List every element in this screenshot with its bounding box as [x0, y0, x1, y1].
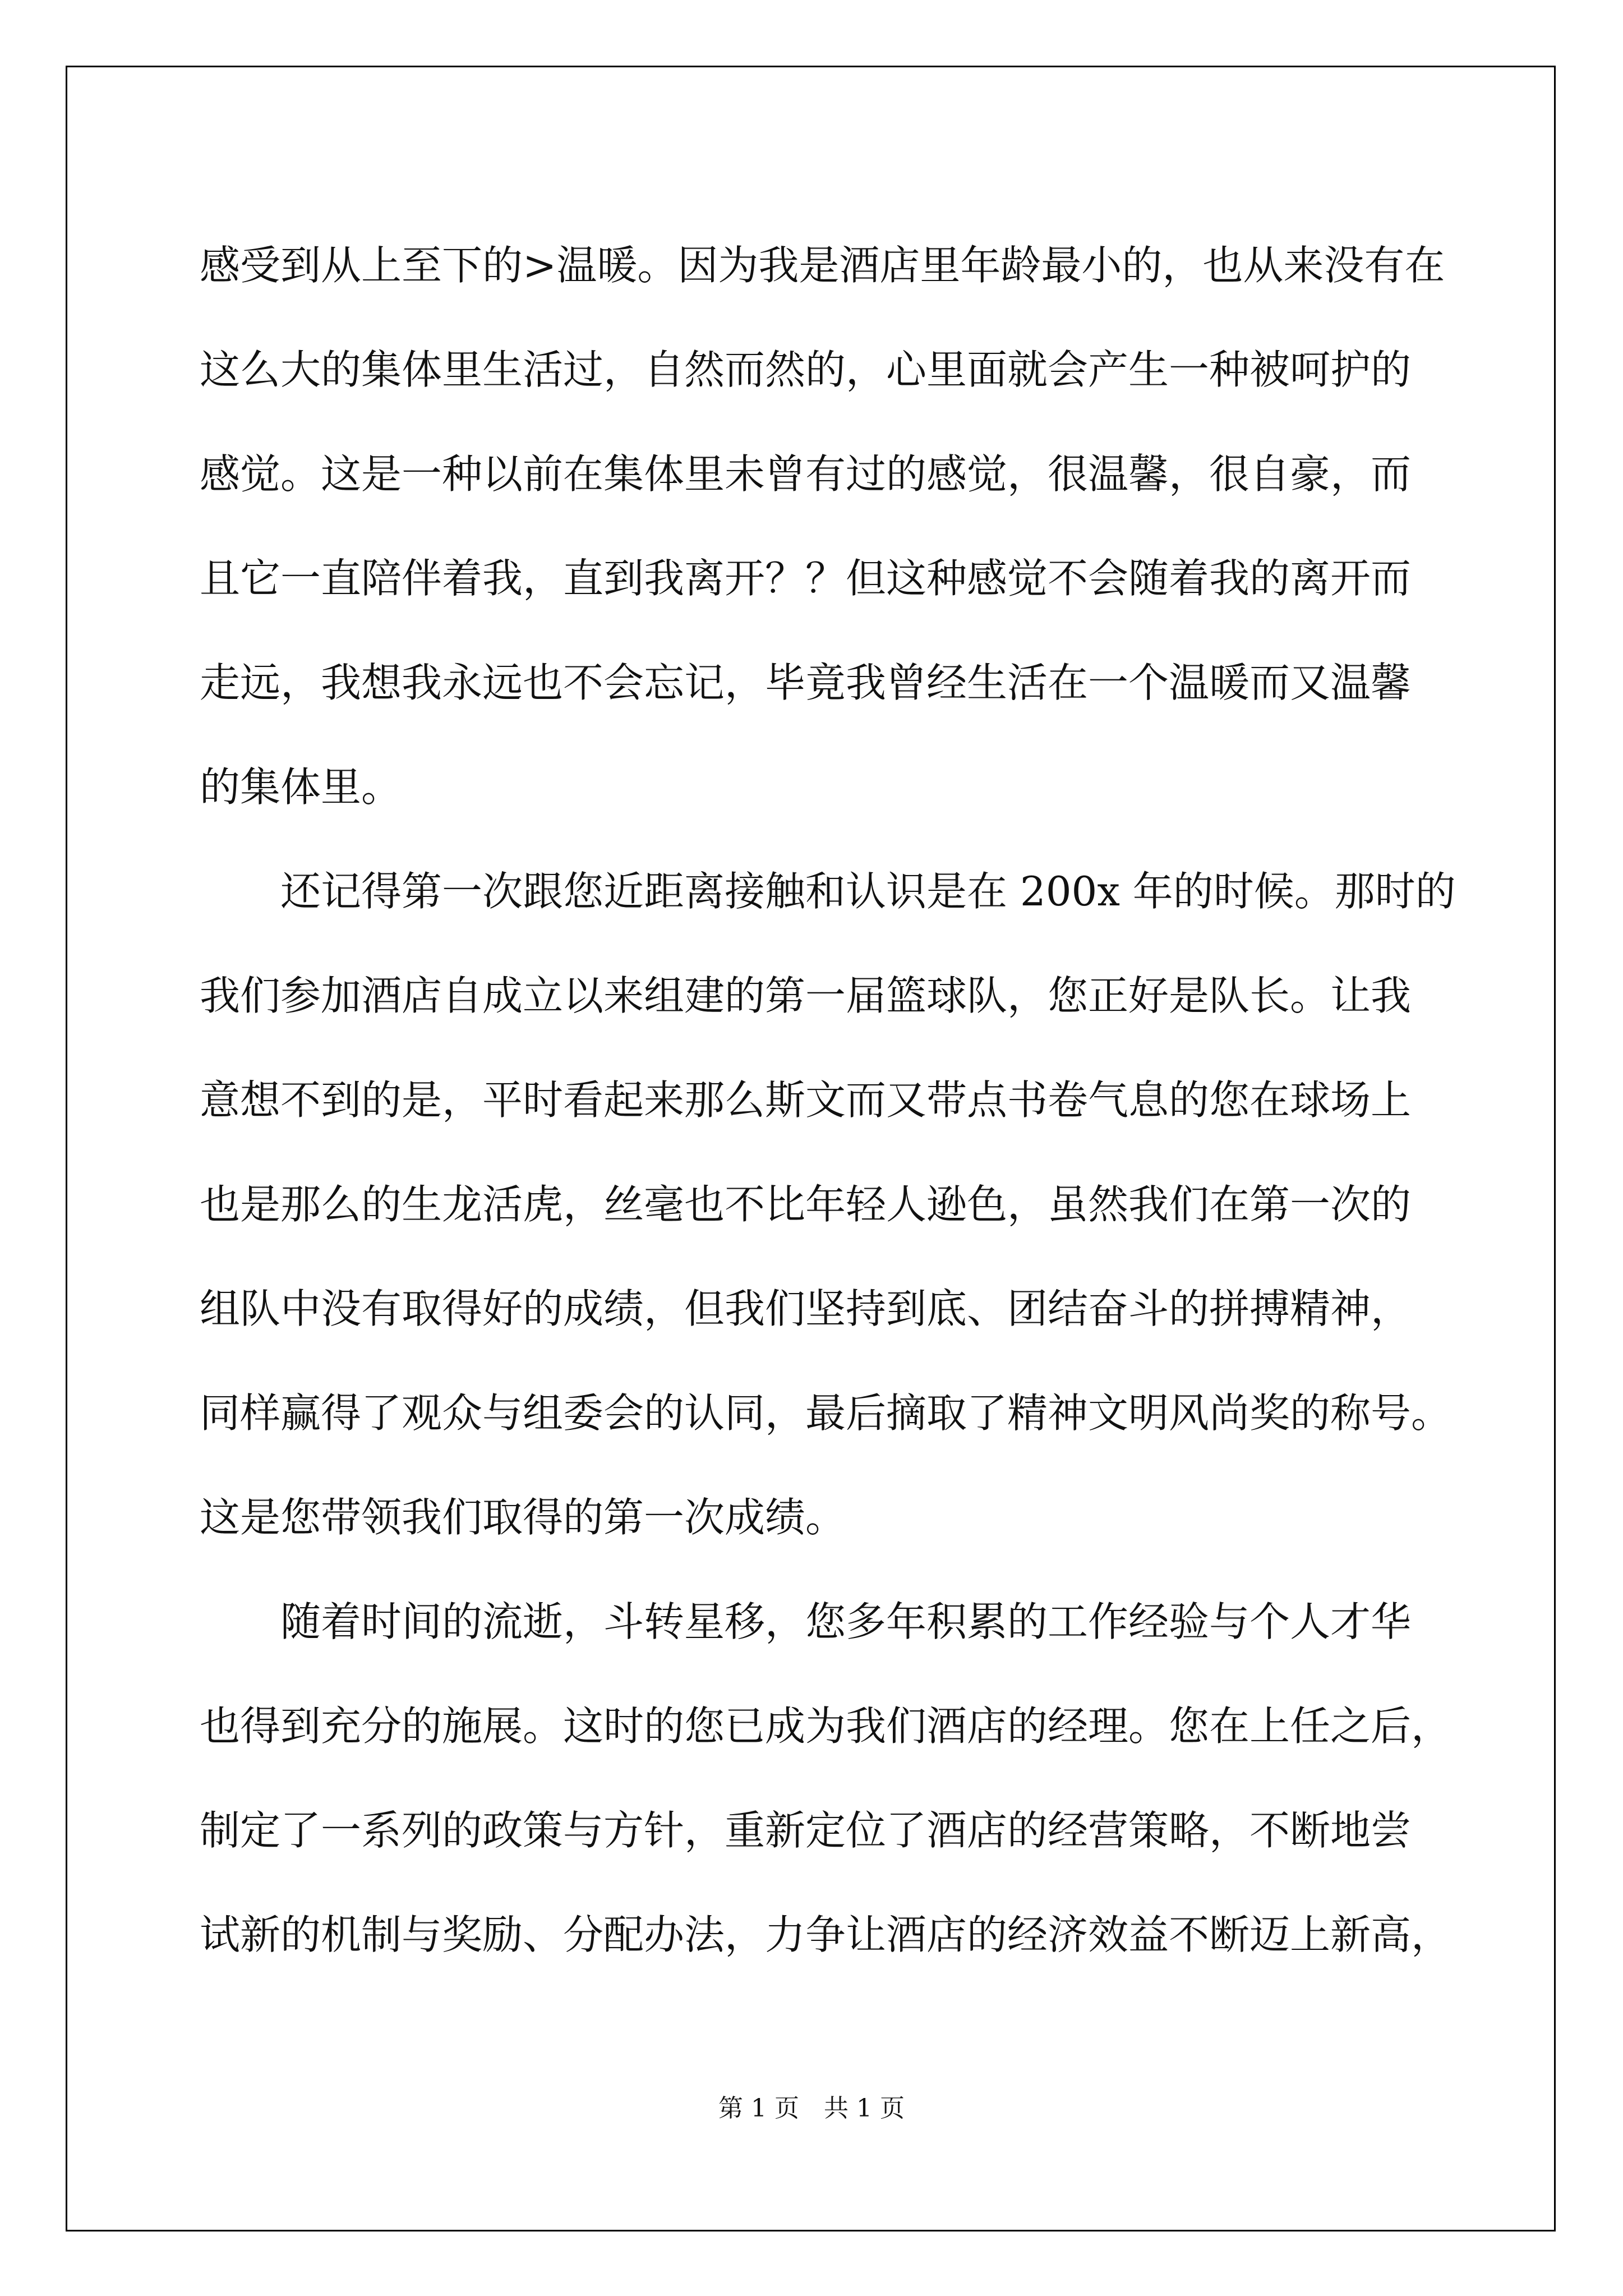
text-line: 走远，我想我永远也不会忘记，毕竟我曾经生活在一个温暖而又温馨 [200, 659, 1412, 706]
text-line: 且它一直陪伴着我，直到我离开？？但这种感觉不会随着我的离开而 [200, 555, 1412, 602]
text-line: 随着时间的流逝，斗转星移，您多年积累的工作经验与个人才华 [200, 1598, 1412, 1645]
text-line: 感受到从上至下的>温暖。因为我是酒店里年龄最小的，也从来没有在 [200, 242, 1445, 289]
text-line: 试新的机制与奖励、分配办法，力争让酒店的经济效益不断迈上新高， [200, 1911, 1452, 1958]
text-line: 感觉。这是一种以前在集体里未曾有过的感觉，很温馨，很自豪，而 [200, 450, 1412, 498]
text-line: 还记得第一次跟您近距离接触和认识是在 200x 年的时候。那时的 [200, 868, 1456, 915]
text-line: 也是那么的生龙活虎，丝毫也不比年轻人逊色，虽然我们在第一次的 [200, 1181, 1412, 1228]
text-line: 这是您带领我们取得的第一次成绩。 [200, 1494, 846, 1541]
text-line: 制定了一系列的政策与方针，重新定位了酒店的经营策略，不断地尝 [200, 1807, 1412, 1854]
text-line: 我们参加酒店自成立以来组建的第一届篮球队，您正好是队长。让我 [200, 972, 1412, 1019]
document-body [200, 213, 1456, 1987]
page-number-footer: 第 1 页 共 1 页 [718, 2094, 905, 2123]
text-line: 意想不到的是，平时看起来那么斯文而又带点书卷气息的您在球场上 [200, 1076, 1412, 1124]
text-line: 也得到充分的施展。这时的您已成为我们酒店的经理。您在上任之后， [200, 1703, 1452, 1750]
text-line: 这么大的集体里生活过，自然而然的，心里面就会产生一种被呵护的 [200, 346, 1412, 393]
text-line: 同样赢得了观众与组委会的认同，最后摘取了精神文明风尚奖的称号。 [200, 1389, 1452, 1437]
text-line: 的集体里。 [200, 763, 402, 811]
text-line: 组队中没有取得好的成绩，但我们坚持到底、团结奋斗的拼搏精神， [200, 1285, 1412, 1332]
